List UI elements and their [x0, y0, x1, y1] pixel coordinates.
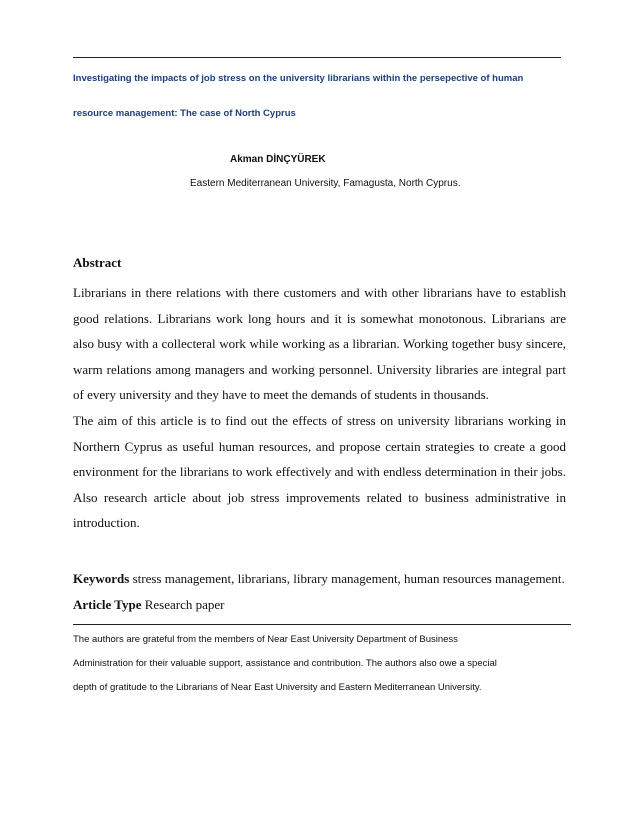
abstract-heading: Abstract	[73, 255, 122, 270]
keywords-label: Keywords	[73, 571, 130, 586]
abstract-paragraph-2: The aim of this article is to find out the effects of stress on university librarians working in Northern Cyprus as useful human resources, and propose certain strategies to create a good environment for the librarians to work effectively and with endless determination in their jobs. Also research article about job stress improvements related to business administrative in introduction.	[73, 412, 566, 531]
article-type	[73, 597, 225, 613]
footnote-line-3: depth of gratitude to the Librarians of Near East University and Eastern Mediterranean University.	[73, 682, 482, 693]
footnote-line-1: The authors are grateful from the members of Near East University Department of Business	[73, 634, 458, 645]
article-type-text: Research paper	[141, 597, 225, 612]
author-name: Akman DİNÇYÜREK	[230, 154, 326, 165]
article-type-label: Article Type	[73, 597, 142, 612]
footnote-line-2: Administration for their valuable support, assistance and contribution. The authors also owe a special	[73, 658, 497, 669]
paper-title-line-1: Investigating the impacts of job stress on the university librarians within the persepective of human	[73, 73, 524, 84]
top-rule	[73, 57, 561, 58]
author-affiliation: Eastern Mediterranean University, Famagusta, North Cyprus.	[190, 178, 461, 189]
paper-title-line-2: resource management: The case of North Cyprus	[73, 108, 296, 119]
abstract-paragraph-1: Librarians in there relations with there customers and with other librarians have to establish good relations. Librarians work long hours and it is somewhat monotonous. Librarians are also busy with a collecteral work while working as a librarian. Working together busy sincere, warm relations among managers and working personnel. University libraries are integral part of every university and they have to meet the demands of students in thousands.	[73, 285, 566, 403]
abstract-body	[73, 280, 566, 536]
keywords	[73, 571, 565, 587]
footnote-rule	[73, 624, 571, 625]
keywords-text: stress management, librarians, library management, human resources management.	[129, 571, 565, 586]
footnote	[73, 628, 573, 700]
